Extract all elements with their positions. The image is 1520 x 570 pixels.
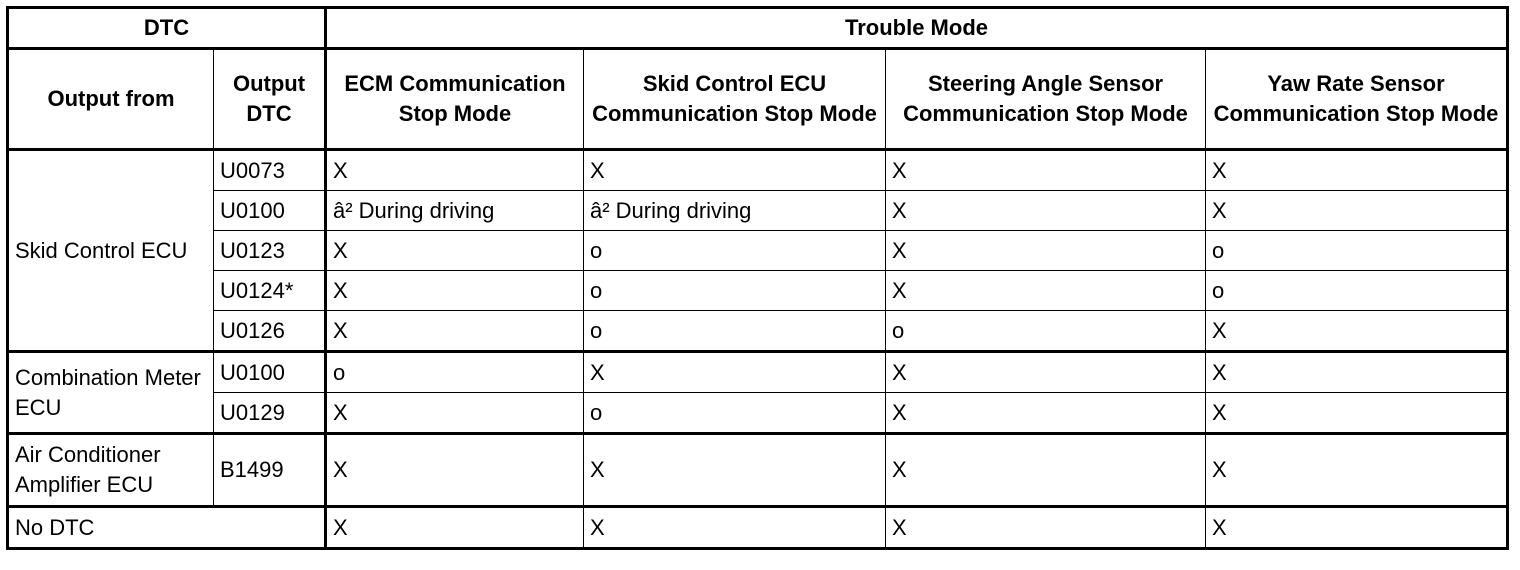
yaw-cell: o (1206, 231, 1508, 271)
ecm-cell: X (326, 271, 584, 311)
yaw-cell: X (1206, 352, 1508, 393)
yaw-cell: X (1206, 191, 1508, 231)
output-dtc-header: Output DTC (214, 49, 326, 150)
skid-cell: X (584, 434, 886, 507)
output-dtc-cell: U0123 (214, 231, 326, 271)
table-row (8, 150, 1508, 191)
yaw-stop-mode-header: Yaw Rate Sensor Communication Stop Mode (1206, 49, 1508, 150)
output-dtc-cell: U0129 (214, 393, 326, 434)
skid-cell: â² During driving (584, 191, 886, 231)
ecm-cell: X (326, 434, 584, 507)
skid-cell: o (584, 231, 886, 271)
table-row (8, 507, 1508, 549)
table-row (8, 231, 1508, 271)
yaw-cell: X (1206, 434, 1508, 507)
trouble-mode-header: Trouble Mode (326, 8, 1508, 49)
steer-cell: X (886, 507, 1206, 549)
table-row (8, 311, 1508, 352)
dtc-trouble-mode-table (6, 6, 1509, 550)
output-from-cell: Combination Meter ECU (8, 352, 214, 434)
steer-cell: o (886, 311, 1206, 352)
table-row (8, 191, 1508, 231)
yaw-cell: X (1206, 507, 1508, 549)
steer-cell: X (886, 434, 1206, 507)
yaw-cell: X (1206, 311, 1508, 352)
output-from-cell: Skid Control ECU (8, 150, 214, 352)
output-dtc-cell: U0073 (214, 150, 326, 191)
steer-cell: X (886, 393, 1206, 434)
header-row-columns (8, 49, 1508, 150)
steer-cell: X (886, 271, 1206, 311)
skid-cell: o (584, 393, 886, 434)
skid-stop-mode-header: Skid Control ECU Communication Stop Mode (584, 49, 886, 150)
table-row (8, 271, 1508, 311)
steer-cell: X (886, 150, 1206, 191)
table-row (8, 434, 1508, 507)
ecm-cell: X (326, 311, 584, 352)
ecm-cell: X (326, 393, 584, 434)
yaw-cell: X (1206, 393, 1508, 434)
skid-cell: o (584, 311, 886, 352)
output-from-header: Output from (8, 49, 214, 150)
table-row (8, 352, 1508, 393)
steer-cell: X (886, 191, 1206, 231)
steer-cell: X (886, 231, 1206, 271)
steer-cell: X (886, 352, 1206, 393)
ecm-cell: o (326, 352, 584, 393)
output-dtc-cell: U0124* (214, 271, 326, 311)
output-dtc-cell: U0126 (214, 311, 326, 352)
ecm-stop-mode-header: ECM Communication Stop Mode (326, 49, 584, 150)
yaw-cell: X (1206, 150, 1508, 191)
dtc-header: DTC (8, 8, 326, 49)
ecm-cell: X (326, 231, 584, 271)
output-from-cell: No DTC (8, 507, 326, 549)
header-row-top (8, 8, 1508, 49)
yaw-cell: o (1206, 271, 1508, 311)
output-dtc-cell: B1499 (214, 434, 326, 507)
table-row (8, 393, 1508, 434)
ecm-cell: X (326, 150, 584, 191)
skid-cell: X (584, 507, 886, 549)
skid-cell: X (584, 150, 886, 191)
steering-stop-mode-header: Steering Angle Sensor Communication Stop Mode (886, 49, 1206, 150)
ecm-cell: â² During driving (326, 191, 584, 231)
output-dtc-cell: U0100 (214, 352, 326, 393)
ecm-cell: X (326, 507, 584, 549)
skid-cell: X (584, 352, 886, 393)
output-dtc-cell: U0100 (214, 191, 326, 231)
skid-cell: o (584, 271, 886, 311)
output-from-cell: Air Conditioner Amplifier ECU (8, 434, 214, 507)
